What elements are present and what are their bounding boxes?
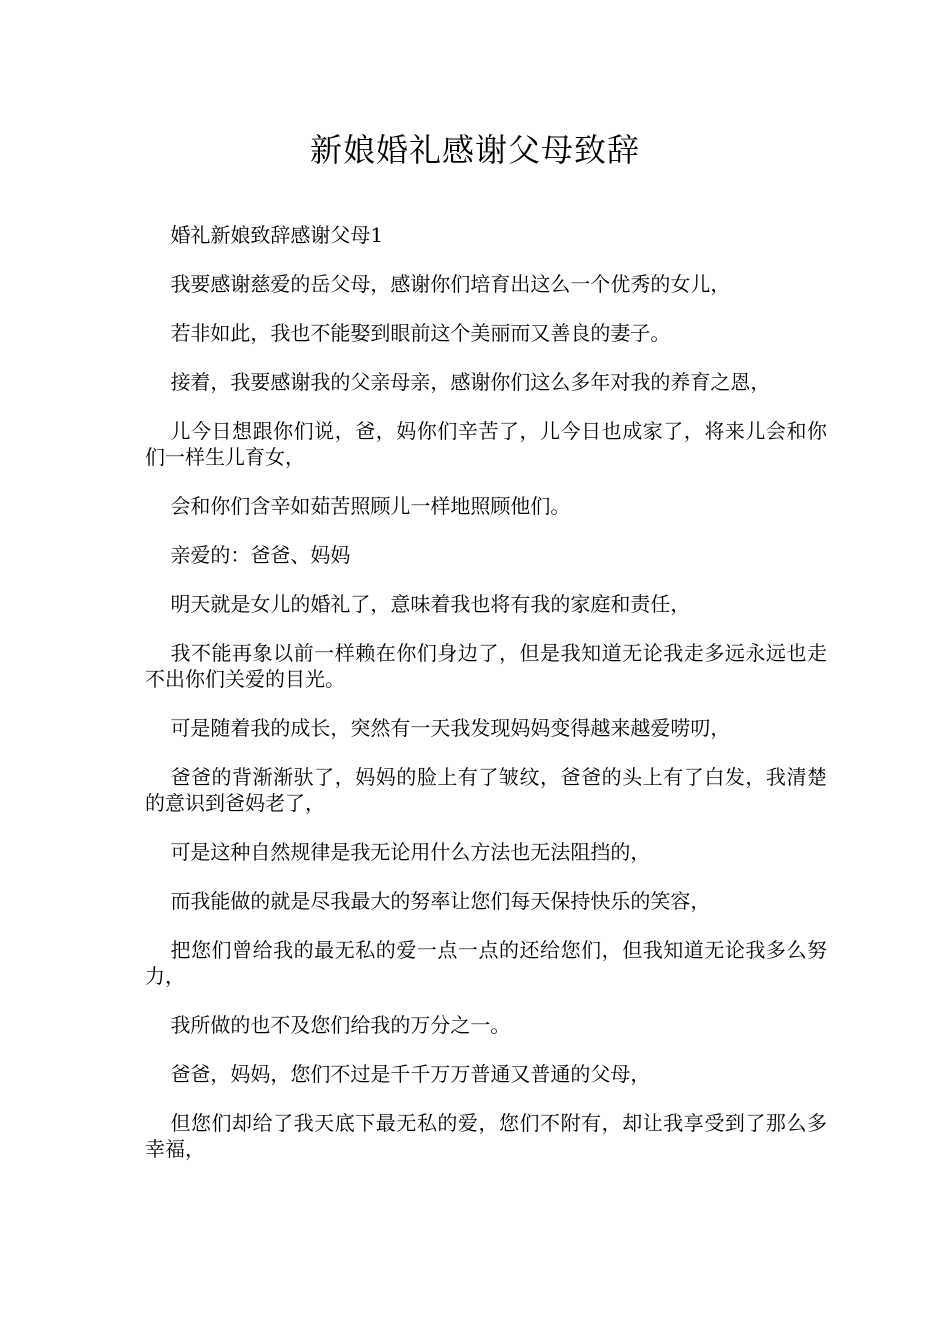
- paragraph: 但您们却给了我天底下最无私的爱，您们不附有，却让我享受到了那么多幸福，: [145, 1111, 827, 1161]
- paragraph: 我不能再象以前一样赖在你们身边了，但是我知道无论我走多远永远也走不出你们关爱的目光。: [145, 641, 827, 691]
- paragraph: 会和你们含辛如茹苦照顾儿一样地照顾他们。: [170, 494, 571, 518]
- paragraph: 我要感谢慈爱的岳父母，感谢你们培育出这么一个优秀的女儿，: [170, 272, 731, 296]
- document-body: [145, 222, 827, 1185]
- paragraph: 儿今日想跟你们说，爸，妈你们辛苦了，儿今日也成家了，将来儿会和你们一样生儿育女，: [145, 419, 827, 469]
- paragraph: 可是随着我的成长，突然有一天我发现妈妈变得越来越爱唠叨，: [170, 716, 731, 740]
- page-title: 新娘婚礼感谢父母致辞: [309, 131, 640, 169]
- paragraph: 把您们曾给我的最无私的爱一点一点的还给您们，但我知道无论我多么努力，: [145, 938, 827, 988]
- paragraph: 我所做的也不及您们给我的万分之一。: [170, 1013, 511, 1037]
- paragraph: 接着，我要感谢我的父亲母亲，感谢你们这么多年对我的养育之恩，: [170, 370, 771, 394]
- paragraph: 而我能做的就是尽我最大的努率让您们每天保持快乐的笑容，: [170, 889, 711, 913]
- paragraph: 可是这种自然规律是我无论用什么方法也无法阻挡的，: [170, 840, 651, 864]
- paragraph: 婚礼新娘致辞感谢父母1: [170, 223, 384, 247]
- paragraph: 亲爱的：爸爸、妈妈: [170, 543, 351, 567]
- paragraph: 明天就是女儿的婚礼了，意味着我也将有我的家庭和责任，: [170, 592, 691, 616]
- paragraph: 爸爸的背渐渐驮了，妈妈的脸上有了皱纹，爸爸的头上有了白发，我清楚的意识到爸妈老了，: [145, 765, 827, 815]
- paragraph: 爸爸，妈妈，您们不过是千千万万普通又普通的父母，: [170, 1062, 651, 1086]
- paragraph: 若非如此，我也不能娶到眼前这个美丽而又善良的妻子。: [170, 321, 671, 345]
